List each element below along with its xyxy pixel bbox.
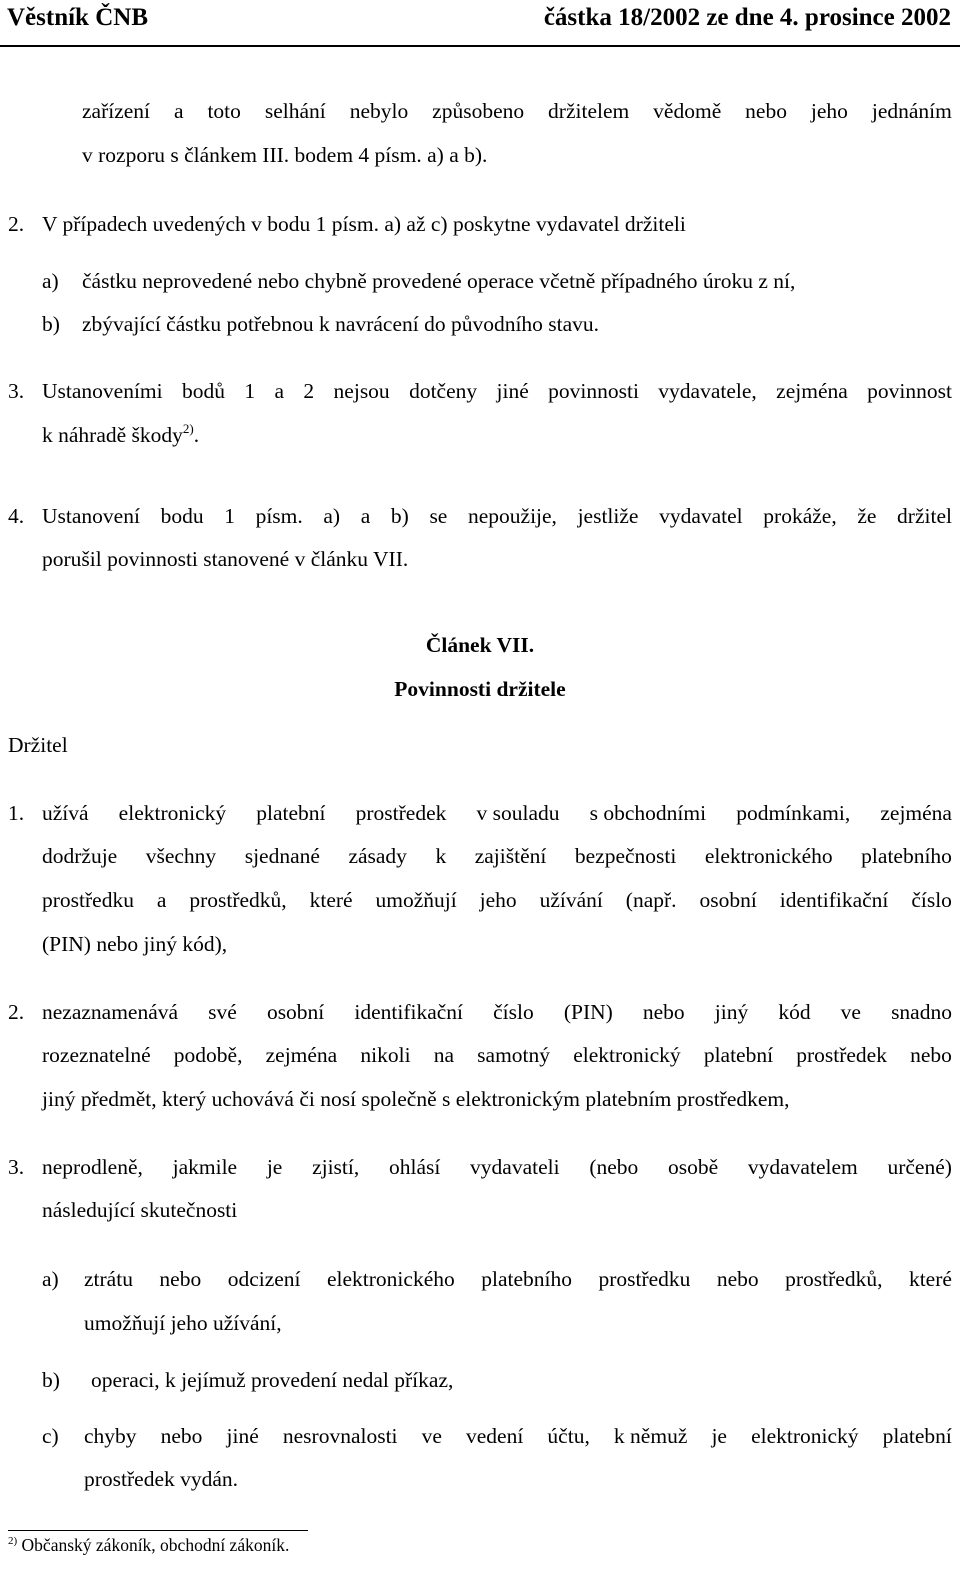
word: jeho [479, 888, 517, 912]
article-subtitle: Povinnosti držitele [394, 677, 566, 701]
word: osobě [668, 1155, 719, 1179]
word: nebo [716, 1267, 759, 1291]
text-line: částku neprovedené nebo chybně provedené operace včetně případného úroku z ní, [82, 269, 796, 293]
word: platební [256, 801, 326, 825]
word: číslo [911, 888, 952, 912]
point-number: 2. [8, 212, 25, 236]
footnote-rule [8, 1530, 308, 1531]
word: nebo [160, 1424, 203, 1448]
word: (např. [625, 888, 677, 912]
footnote-mark: 2) [8, 1535, 18, 1547]
word: jednáním [871, 99, 952, 123]
text-line: v rozporu s článkem III. bodem 4 písm. a) a b). [82, 143, 488, 167]
justified-line [42, 506, 952, 528]
article-intro: Držitel [8, 733, 68, 757]
word: k [435, 844, 447, 868]
word: rozeznatelné [42, 1043, 151, 1067]
justified-line [42, 381, 952, 403]
word: které [309, 888, 353, 912]
word: (nebo [589, 1155, 639, 1179]
word: způsobeno [432, 99, 525, 123]
word: Ustanoveními [42, 379, 163, 403]
page-header [0, 0, 960, 46]
footnote [8, 1537, 289, 1555]
word: zejména [265, 1043, 338, 1067]
word: dotčeny [409, 379, 478, 403]
justified-line [42, 846, 952, 868]
word: ve [840, 1000, 861, 1024]
word: 1 [244, 379, 256, 403]
word: samotný [477, 1043, 551, 1067]
word: elektronický [751, 1424, 859, 1448]
word: identifikační [779, 888, 889, 912]
word: prostředku [598, 1267, 691, 1291]
justified-line [84, 1426, 952, 1448]
text-line: následující skutečnosti [42, 1198, 238, 1222]
word: zjistí, [312, 1155, 360, 1179]
word: jiný [714, 1000, 749, 1024]
word: jestliže [577, 504, 639, 528]
word: písm. [255, 504, 303, 528]
text-line: umožňují jeho užívání, [84, 1311, 282, 1335]
word: podmínkami, [736, 801, 851, 825]
word: prostředků, [189, 888, 287, 912]
list-label: b) [42, 312, 60, 336]
justified-line [84, 1269, 952, 1291]
issue-info: částka 18/2002 ze dne 4. prosince 2002 [543, 4, 951, 31]
word: povinnost [867, 379, 952, 403]
word: nebo [642, 1000, 685, 1024]
justified-line [42, 1157, 952, 1179]
word: držitelem [548, 99, 630, 123]
word: prostředku [42, 888, 134, 912]
word: vydavatelem [747, 1155, 858, 1179]
text-line: porušil povinnosti stanovené v článku VII. [42, 547, 409, 571]
word: nezaznamenává [42, 1000, 179, 1024]
word: jeho [810, 99, 848, 123]
word: užívá [42, 801, 89, 825]
word: jakmile [172, 1155, 238, 1179]
word: kód [778, 1000, 811, 1024]
word: elektronického [326, 1267, 455, 1291]
list-label: a) [42, 269, 59, 293]
word: a [360, 504, 371, 528]
word: ztrátu [84, 1267, 133, 1291]
word: k němuž [613, 1424, 688, 1448]
article-title: Článek VII. [425, 633, 535, 657]
word: b) [390, 504, 409, 528]
justified-line [42, 1045, 952, 1067]
word: s obchodními [589, 801, 707, 825]
word: určené) [887, 1155, 952, 1179]
word: účtu, [547, 1424, 590, 1448]
word: toto [207, 99, 241, 123]
word: je [711, 1424, 727, 1448]
word: nikoli [360, 1043, 411, 1067]
word: a [274, 379, 285, 403]
footnote-text: Občanský zákoník, obchodní zákoník. [21, 1535, 290, 1555]
word: jiné [496, 379, 529, 403]
word: nebo [159, 1267, 202, 1291]
word: platebního [481, 1267, 572, 1291]
word: zajištění [474, 844, 547, 868]
word: že [857, 504, 877, 528]
point-number: 3. [8, 379, 25, 403]
word: ve [421, 1424, 442, 1448]
word: je [266, 1155, 283, 1179]
word: platebního [861, 844, 952, 868]
word: na [433, 1043, 455, 1067]
word: a [173, 99, 184, 123]
word: a [156, 888, 167, 912]
word: sjednané [244, 844, 320, 868]
word: vydavatele, [658, 379, 757, 403]
word: nejsou [333, 379, 390, 403]
word: 1 [224, 504, 235, 528]
word: platební [882, 1424, 952, 1448]
word: 2 [303, 379, 315, 403]
justified-line [42, 1002, 952, 1024]
word: platební [703, 1043, 774, 1067]
word: chyby [84, 1424, 137, 1448]
text-line: prostředek vydán. [84, 1467, 239, 1491]
word: vedení [466, 1424, 524, 1448]
justified-line [42, 890, 952, 912]
word: vědomě [653, 99, 722, 123]
word: nesrovnalosti [282, 1424, 398, 1448]
word: jiné [226, 1424, 259, 1448]
word: které [908, 1267, 952, 1291]
word: všechny [145, 844, 217, 868]
word: vydavatel [659, 504, 743, 528]
justified-line [82, 101, 952, 123]
word: a) [323, 504, 341, 528]
item-number: 1. [8, 801, 25, 825]
word: zejména [880, 801, 952, 825]
point-number: 4. [8, 504, 25, 528]
word: povinnosti [548, 379, 639, 403]
text-line: operaci, k jejímuž provedení nedal příkaz, [91, 1368, 454, 1392]
word: v souladu [476, 801, 560, 825]
word: bezpečnosti [574, 844, 677, 868]
word: nebo [745, 99, 787, 123]
text-line: V případech uvedených v bodu 1 písm. a) až c) poskytne vydavatel držiteli [42, 212, 686, 236]
word: užívání [539, 888, 603, 912]
word: prostředků, [785, 1267, 883, 1291]
word: osobní [266, 1000, 325, 1024]
word: bodu [160, 504, 204, 528]
text-line: (PIN) nebo jiný kód), [42, 932, 228, 956]
word: (PIN) [563, 1000, 613, 1024]
word: dodržuje [42, 844, 118, 868]
word: neprodleně, [42, 1155, 143, 1179]
word: identifikační [354, 1000, 464, 1024]
word: elektronický [118, 801, 227, 825]
word: své [208, 1000, 237, 1024]
word: zařízení [82, 99, 151, 123]
word: prostředek [355, 801, 447, 825]
word: bodů [182, 379, 225, 403]
word: umožňují [375, 888, 457, 912]
list-label: b) [42, 1368, 60, 1392]
word: ohlásí [388, 1155, 441, 1179]
word: nebo [910, 1043, 952, 1067]
word: selhání [264, 99, 326, 123]
word: prokáže, [763, 504, 837, 528]
word: se [429, 504, 448, 528]
word: držitel [897, 504, 952, 528]
list-label: a) [42, 1267, 59, 1291]
word: elektronický [573, 1043, 681, 1067]
word: zejména [776, 379, 848, 403]
list-label: c) [42, 1424, 59, 1448]
footnote-ref: 2) [182, 421, 194, 436]
word: zásady [348, 844, 407, 868]
item-number: 2. [8, 1000, 25, 1024]
text-line: jiný předmět, který uchovává či nosí společně s elektronickým platebním prostředkem, [42, 1087, 790, 1111]
item-number: 3. [8, 1155, 25, 1179]
text-line: zbývající částku potřebnou k navrácení do původního stavu. [82, 312, 600, 336]
word: podobě, [173, 1043, 243, 1067]
word: vydavateli [470, 1155, 560, 1179]
word: Ustanovení [42, 504, 140, 528]
word: odcizení [227, 1267, 301, 1291]
journal-title: Věstník ČNB [7, 4, 148, 31]
word: nepoužije, [467, 504, 557, 528]
header-rule [0, 45, 960, 47]
text-line: k náhradě škody$^{2)}$. [42, 421, 200, 447]
justified-line [42, 803, 952, 825]
word: snadno [891, 1000, 952, 1024]
word: nebylo [349, 99, 409, 123]
word: elektronického [704, 844, 833, 868]
word: prostředek [796, 1043, 887, 1067]
word: číslo [493, 1000, 534, 1024]
word: osobní [699, 888, 757, 912]
